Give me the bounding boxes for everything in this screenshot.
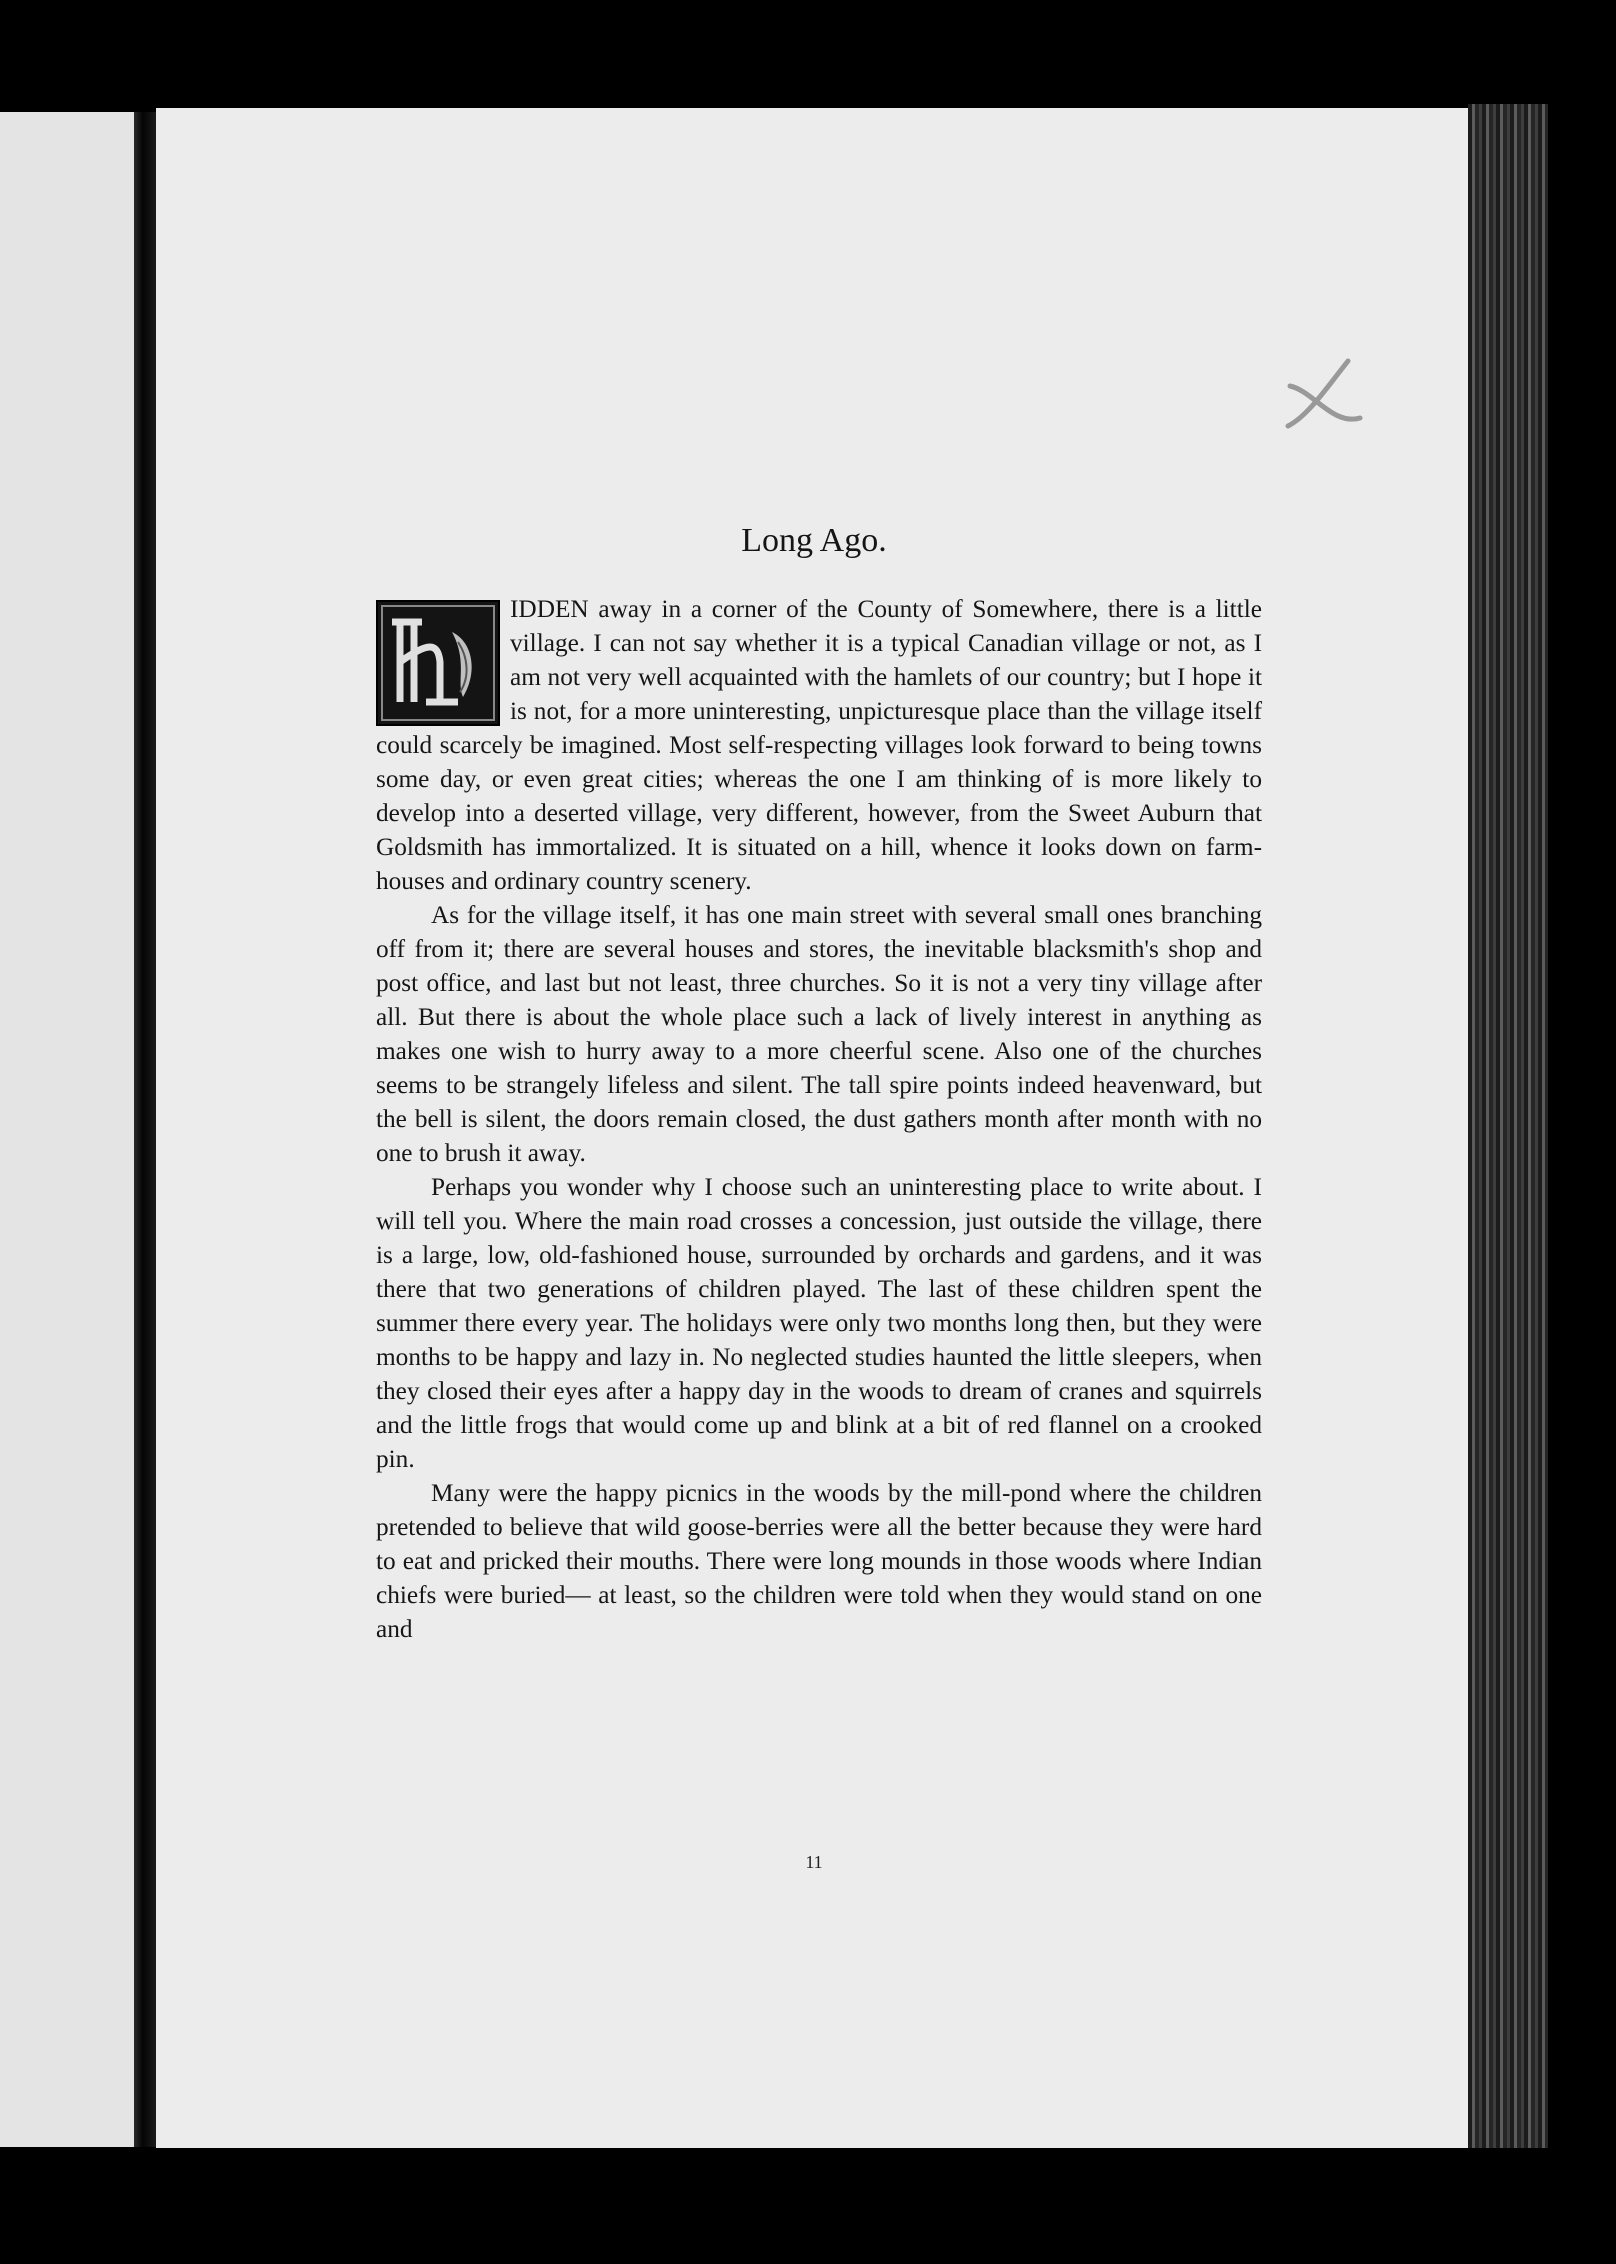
body-text [376, 592, 1262, 1646]
paragraph-2: As for the village itself, it has one main street with several small ones branching off from it; there are several houses and stores, the inevitable blacksmith's shop and post office, and last but not least, three churches. So it is not a very tiny village after all. But there is about the whole place such a lack of lively interest in anything as makes one wish to hurry away to a more cheerful scene. Also one of the churches seems to be strangely lifeless and silent. The tall spire points indeed heavenward, but the bell is silent, the doors remain closed, the dust gathers month after month with no one to brush it away. [376, 901, 1262, 1167]
paragraph-4: Many were the happy picnics in the woods by the mill-pond where the children pretended to believe that wild goose-berries were all the better because they were hard to eat and pricked their mouths. There were long mounds in those woods where Indian chiefs were buried— at least, so the children were told when they would stand on one and [376, 1479, 1262, 1643]
paragraph-1-text: IDDEN away in a corner of the County of Somewhere, there is a little village. I can not say whether it is a typical Canadian village or not, as I am not very well acquainted with the hamlets of our country; but I hope it is not, for a more uninteresting, unpicturesque place than the village itself could scarcely be imagined. Most self-respecting villages look forward to being towns some day, or even great cities; whereas the one I am thinking of is more likely to develop into a deserted village, very different, however, from the Sweet Auburn that Goldsmith has immortalized. It is situated on a hill, whence it looks down on farm-houses and ordinary country scenery. [376, 595, 1262, 895]
paragraph-3: Perhaps you wonder why I choose such an uninteresting place to write about. I will tell you. Where the main road crosses a concession, just outside the village, there is a large, low, old-fashioned house, surrounded by orchards and gardens, and it was there that two generations of children played. The last of these children spent the summer there every year. The holidays were only two months long then, but they were months to be happy and lazy in. No neglected studies haunted the little sleepers, when they closed their eyes after a happy day in the woods to dream of cranes and squirrels and the little frogs that would come up and blink at a bit of red flannel on a crooked pin. [376, 1173, 1262, 1473]
book-gutter [134, 112, 156, 2147]
illuminated-initial [376, 600, 500, 726]
pencil-mark [1278, 356, 1368, 436]
page-title: Long Ago. [741, 522, 887, 559]
page-number: 11 [805, 1852, 823, 1872]
facing-page [0, 112, 148, 2147]
page-edges [1468, 104, 1548, 2148]
paragraph-1 [376, 592, 1262, 898]
